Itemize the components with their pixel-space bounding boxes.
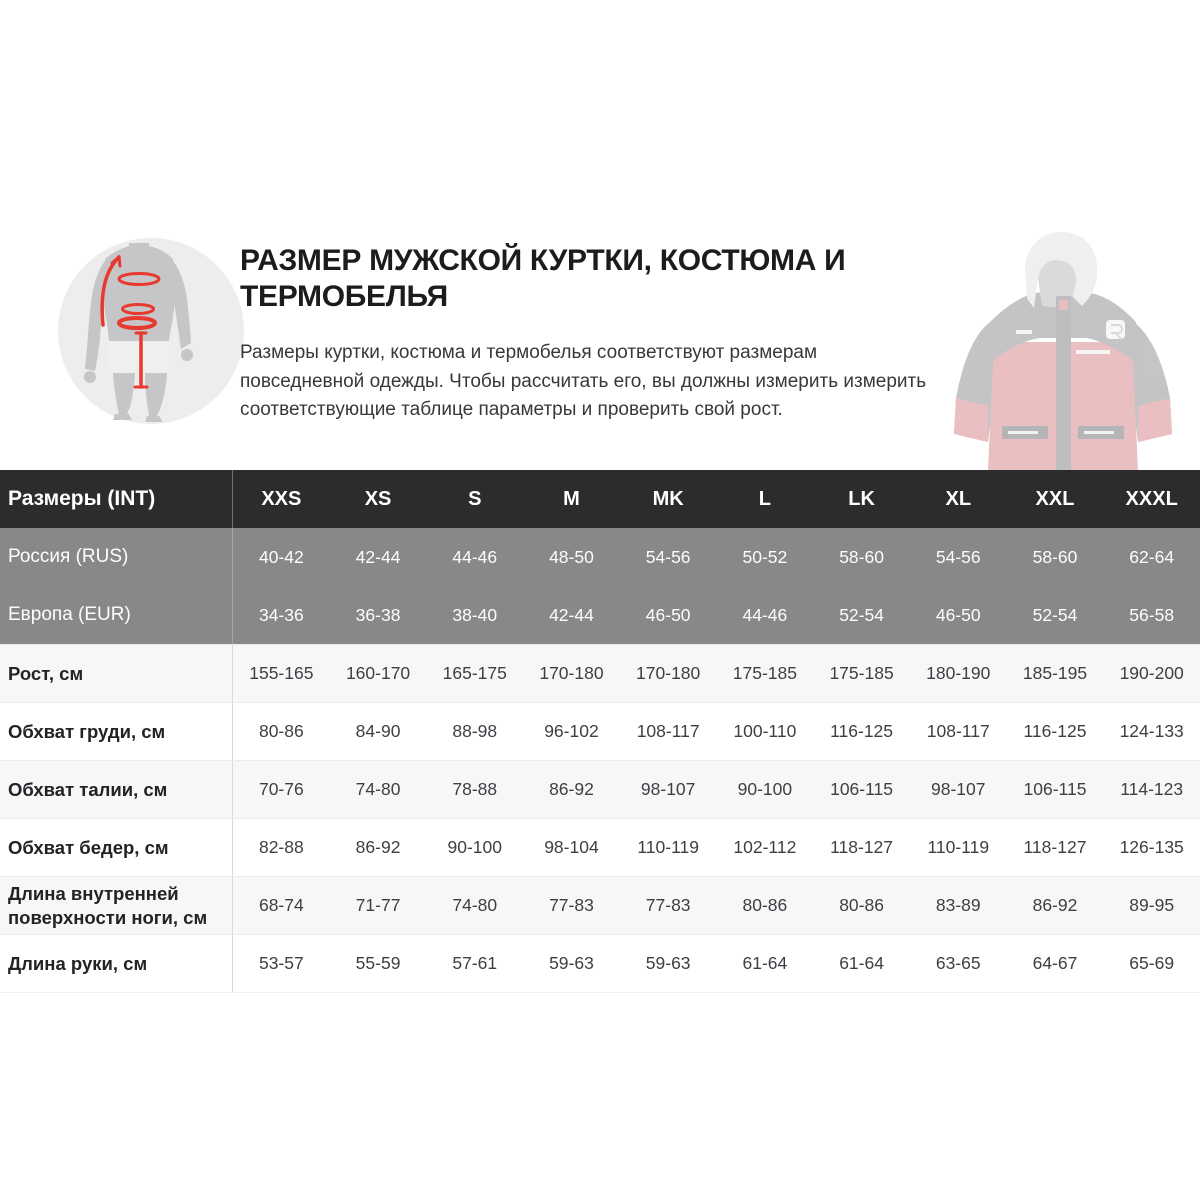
size-value-cell: 118-127	[1023, 837, 1087, 857]
size-value-cell: 98-107	[640, 779, 696, 799]
size-value-cell: 78-88	[452, 779, 498, 799]
size-value-cell: 63-65	[935, 953, 981, 973]
size-value-cell: 46-50	[645, 604, 691, 625]
size-column-header: L	[758, 487, 771, 510]
size-column-header: XXL	[1035, 487, 1075, 510]
table-row	[0, 702, 1200, 760]
size-value-cell: 175-185	[732, 663, 797, 683]
size-value-cell: 90-100	[737, 779, 793, 799]
size-value-cell: 124-133	[1119, 721, 1184, 741]
row-label: Обхват бедер, см	[0, 819, 233, 876]
size-value-cell: 53-57	[258, 953, 304, 973]
size-value-cell: 98-107	[931, 779, 986, 799]
size-value-cell: 77-83	[645, 895, 691, 915]
size-value-cell: 185-195	[1022, 663, 1088, 683]
table-row	[0, 876, 1200, 934]
size-column-header: XL	[945, 487, 972, 510]
size-value-cell: 89-95	[1129, 895, 1175, 915]
table-row	[0, 818, 1200, 876]
table-header-label: Размеры (INT)	[0, 470, 233, 528]
size-value-cell: 86-92	[549, 779, 594, 799]
size-value-cell: 165-175	[442, 663, 507, 683]
table-header-row	[0, 470, 1200, 528]
size-value-cell: 59-63	[549, 953, 594, 973]
size-value-cell: 96-102	[544, 721, 599, 741]
size-value-cell: 106-115	[830, 779, 894, 799]
size-value-cell: 54-56	[935, 546, 981, 567]
size-value-cell: 110-119	[927, 837, 990, 857]
size-value-cell: 106-115	[1023, 779, 1087, 799]
size-value-cell: 155-165	[249, 663, 314, 683]
size-value-cell: 42-44	[549, 604, 594, 625]
size-value-cell: 40-42	[258, 546, 304, 567]
page-description: Размеры куртки, костюма и термобелья соответствуют размерам повседневной одежды. Чтобы рассчитать его, вы должны измерить измерить соответствующие таблице параметры и проверить свой рост.	[240, 342, 927, 420]
size-value-cell: 58-60	[1032, 546, 1078, 567]
size-value-cell: 62-64	[1129, 546, 1175, 567]
size-value-cell: 56-58	[1129, 604, 1175, 625]
size-value-cell: 36-38	[355, 604, 401, 625]
size-value-cell: 74-80	[355, 779, 401, 799]
size-value-cell: 59-63	[645, 953, 691, 973]
size-value-cell: 102-112	[733, 837, 797, 857]
size-value-cell: 116-125	[830, 721, 894, 741]
size-value-cell: 86-92	[355, 837, 401, 857]
size-column-header: LK	[848, 487, 875, 510]
size-value-cell: 82-88	[258, 837, 304, 857]
size-value-cell: 48-50	[549, 546, 594, 567]
row-label: Рост, см	[0, 645, 233, 702]
page-title: РАЗМЕР МУЖСКОЙ КУРТКИ, КОСТЮМА И ТЕРМОБЕЛЬЯ	[240, 244, 846, 313]
size-table	[0, 470, 1200, 993]
size-value-cell: 71-77	[355, 895, 401, 915]
size-value-cell: 68-74	[258, 895, 304, 915]
size-value-cell: 54-56	[645, 546, 691, 567]
size-value-cell: 116-125	[1023, 721, 1087, 741]
size-value-cell: 110-119	[637, 837, 699, 857]
table-row	[0, 644, 1200, 702]
jacket-product-photo	[938, 230, 1198, 470]
size-value-cell: 61-64	[742, 953, 788, 973]
size-value-cell: 108-117	[636, 721, 700, 741]
row-label: Обхват груди, см	[0, 703, 233, 760]
size-value-cell: 80-86	[258, 721, 304, 741]
size-value-cell: 86-92	[1032, 895, 1078, 915]
table-row	[0, 760, 1200, 818]
table-row	[0, 528, 1200, 586]
size-value-cell: 55-59	[355, 953, 401, 973]
size-column-header: XXS	[261, 487, 302, 510]
hero-text	[240, 243, 940, 425]
row-label: Длина руки, см	[0, 935, 233, 992]
size-column-header: MK	[652, 487, 684, 510]
size-value-cell: 160-170	[345, 663, 411, 683]
size-value-cell: 77-83	[549, 895, 594, 915]
size-value-cell: 46-50	[935, 604, 981, 625]
table-row	[0, 586, 1200, 644]
size-value-cell: 80-86	[742, 895, 788, 915]
size-value-cell: 90-100	[447, 837, 502, 857]
size-value-cell: 190-200	[1119, 663, 1184, 683]
size-value-cell: 108-117	[926, 721, 990, 741]
size-value-cell: 180-190	[926, 663, 991, 683]
size-value-cell: 42-44	[355, 546, 401, 567]
size-value-cell: 65-69	[1129, 953, 1175, 973]
row-label: Россия (RUS)	[0, 528, 233, 586]
size-value-cell: 52-54	[839, 604, 884, 625]
size-value-cell: 175-185	[829, 663, 894, 683]
size-value-cell: 80-86	[839, 895, 884, 915]
size-value-cell: 52-54	[1032, 604, 1078, 625]
body-measurement-diagram-icon	[57, 237, 245, 425]
size-value-cell: 98-104	[544, 837, 599, 857]
size-value-cell: 44-46	[452, 546, 498, 567]
size-value-cell: 118-127	[830, 837, 894, 857]
size-value-cell: 34-36	[258, 604, 304, 625]
size-value-cell: 74-80	[452, 895, 498, 915]
row-label: Обхват талии, см	[0, 761, 233, 818]
size-column-header: S	[468, 487, 482, 510]
size-value-cell: 61-64	[839, 953, 884, 973]
size-value-cell: 84-90	[355, 721, 401, 741]
size-value-cell: 100-110	[733, 721, 797, 741]
size-value-cell: 57-61	[452, 953, 498, 973]
row-label: Длина внутренней поверхности ноги, см	[0, 877, 233, 934]
size-value-cell: 83-89	[935, 895, 981, 915]
row-label: Европа (EUR)	[0, 586, 233, 644]
size-value-cell: 44-46	[742, 604, 788, 625]
size-value-cell: 126-135	[1119, 837, 1184, 857]
size-value-cell: 170-180	[539, 663, 604, 683]
size-column-header: XXXL	[1125, 487, 1178, 510]
table-row	[0, 934, 1200, 992]
size-value-cell: 88-98	[452, 721, 498, 741]
size-value-cell: 38-40	[452, 604, 498, 625]
size-value-cell: 50-52	[742, 546, 788, 567]
size-column-header: XS	[364, 487, 392, 510]
size-value-cell: 70-76	[258, 779, 304, 799]
size-value-cell: 58-60	[839, 546, 884, 567]
size-value-cell: 170-180	[636, 663, 701, 683]
size-column-header: M	[563, 487, 580, 510]
size-value-cell: 64-67	[1032, 953, 1078, 973]
size-value-cell: 114-123	[1120, 779, 1184, 799]
